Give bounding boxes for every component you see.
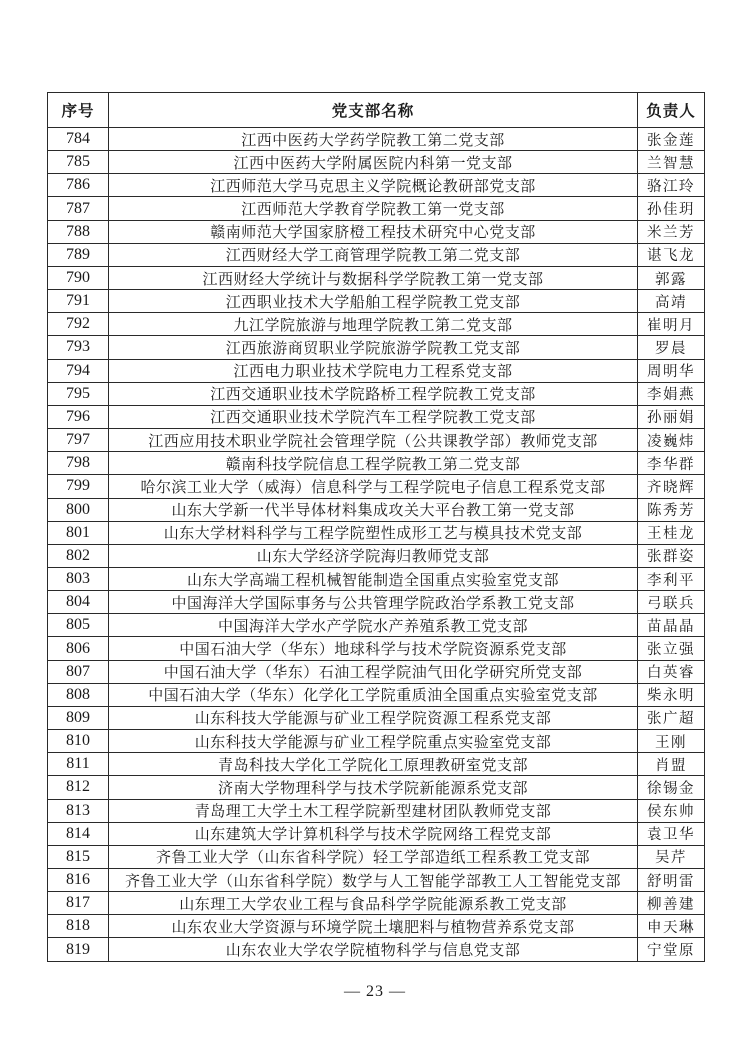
serial-number-cell: 802 <box>48 544 109 567</box>
table-row <box>48 452 705 475</box>
branch-name-cell: 中国石油大学（华东）石油工程学院油气田化学研究所党支部 <box>109 660 638 683</box>
table-header-row <box>48 93 705 128</box>
column-header-branch-name: 党支部名称 <box>109 93 638 128</box>
serial-number-cell: 813 <box>48 799 109 822</box>
person-name-cell: 李华群 <box>638 452 705 475</box>
person-name-cell: 王桂龙 <box>638 521 705 544</box>
serial-number-cell: 805 <box>48 614 109 637</box>
person-name-cell: 弓联兵 <box>638 591 705 614</box>
serial-number-cell: 792 <box>48 313 109 336</box>
person-name-cell: 张立强 <box>638 637 705 660</box>
person-name-cell: 张广超 <box>638 706 705 729</box>
table-row <box>48 683 705 706</box>
branch-name-cell: 山东大学新一代半导体材料集成攻关大平台教工第一党支部 <box>109 498 638 521</box>
branch-name-cell: 山东理工大学农业工程与食品科学学院能源系教工党支部 <box>109 892 638 915</box>
serial-number-cell: 803 <box>48 567 109 590</box>
table-row <box>48 313 705 336</box>
table-row <box>48 822 705 845</box>
person-name-cell: 王刚 <box>638 730 705 753</box>
table-row <box>48 544 705 567</box>
table-row <box>48 706 705 729</box>
person-name-cell: 李利平 <box>638 567 705 590</box>
person-name-cell: 宁堂原 <box>638 938 705 962</box>
person-name-cell: 孙佳玥 <box>638 197 705 220</box>
table-row <box>48 521 705 544</box>
branch-name-cell: 江西中医药大学药学院教工第二党支部 <box>109 128 638 151</box>
table-row <box>48 475 705 498</box>
serial-number-cell: 812 <box>48 776 109 799</box>
branch-name-cell: 山东建筑大学计算机科学与技术学院网络工程党支部 <box>109 822 638 845</box>
branch-name-cell: 哈尔滨工业大学（威海）信息科学与工程学院电子信息工程系党支部 <box>109 475 638 498</box>
table-row <box>48 753 705 776</box>
serial-number-cell: 815 <box>48 845 109 868</box>
table-row <box>48 498 705 521</box>
branch-name-cell: 山东科技大学能源与矿业工程学院资源工程系党支部 <box>109 706 638 729</box>
person-name-cell: 肖盟 <box>638 753 705 776</box>
serial-number-cell: 807 <box>48 660 109 683</box>
person-name-cell: 米兰芳 <box>638 220 705 243</box>
branch-name-cell: 中国海洋大学国际事务与公共管理学院政治学系教工党支部 <box>109 591 638 614</box>
person-name-cell: 孙丽娟 <box>638 405 705 428</box>
table-header <box>48 93 705 128</box>
branch-name-cell: 济南大学物理科学与技术学院新能源系党支部 <box>109 776 638 799</box>
table-row <box>48 892 705 915</box>
person-name-cell: 凌巍炜 <box>638 429 705 452</box>
person-name-cell: 崔明月 <box>638 313 705 336</box>
serial-number-cell: 808 <box>48 683 109 706</box>
serial-number-cell: 797 <box>48 429 109 452</box>
branch-name-cell: 齐鲁工业大学（山东省科学院）轻工学部造纸工程系教工党支部 <box>109 845 638 868</box>
branch-name-cell: 山东农业大学资源与环境学院土壤肥料与植物营养系党支部 <box>109 915 638 938</box>
table-body <box>48 128 705 962</box>
person-name-cell: 高靖 <box>638 290 705 313</box>
serial-number-cell: 816 <box>48 869 109 892</box>
branch-name-cell: 山东科技大学能源与矿业工程学院重点实验室党支部 <box>109 730 638 753</box>
serial-number-cell: 811 <box>48 753 109 776</box>
branch-name-cell: 赣南师范大学国家脐橙工程技术研究中心党支部 <box>109 220 638 243</box>
branch-name-cell: 山东大学高端工程机械智能制造全国重点实验室党支部 <box>109 567 638 590</box>
serial-number-cell: 801 <box>48 521 109 544</box>
branch-name-cell: 江西电力职业技术学院电力工程系党支部 <box>109 359 638 382</box>
person-name-cell: 郭露 <box>638 266 705 289</box>
branch-name-cell: 山东农业大学农学院植物科学与信息党支部 <box>109 938 638 962</box>
serial-number-cell: 790 <box>48 266 109 289</box>
serial-number-cell: 806 <box>48 637 109 660</box>
branch-name-cell: 江西交通职业技术学院汽车工程学院教工党支部 <box>109 405 638 428</box>
person-name-cell: 张金莲 <box>638 128 705 151</box>
branch-name-cell: 山东大学材料科学与工程学院塑性成形工艺与模具技术党支部 <box>109 521 638 544</box>
table-row <box>48 915 705 938</box>
serial-number-cell: 800 <box>48 498 109 521</box>
branch-name-cell: 江西财经大学工商管理学院教工第二党支部 <box>109 243 638 266</box>
serial-number-cell: 794 <box>48 359 109 382</box>
table-row <box>48 637 705 660</box>
person-name-cell: 申天琳 <box>638 915 705 938</box>
table-row <box>48 660 705 683</box>
page-number: — 23 — <box>344 983 406 1000</box>
table-row <box>48 799 705 822</box>
serial-number-cell: 818 <box>48 915 109 938</box>
serial-number-cell: 795 <box>48 382 109 405</box>
serial-number-cell: 799 <box>48 475 109 498</box>
branch-name-cell: 江西师范大学教育学院教工第一党支部 <box>109 197 638 220</box>
serial-number-cell: 786 <box>48 174 109 197</box>
person-name-cell: 徐锡金 <box>638 776 705 799</box>
branch-name-cell: 江西职业技术大学船舶工程学院教工党支部 <box>109 290 638 313</box>
branch-name-cell: 山东大学经济学院海归教师党支部 <box>109 544 638 567</box>
table-row <box>48 382 705 405</box>
person-name-cell: 柳善建 <box>638 892 705 915</box>
serial-number-cell: 796 <box>48 405 109 428</box>
person-name-cell: 谌飞龙 <box>638 243 705 266</box>
person-name-cell: 苗晶晶 <box>638 614 705 637</box>
table-row <box>48 243 705 266</box>
person-name-cell: 舒明雷 <box>638 869 705 892</box>
serial-number-cell: 810 <box>48 730 109 753</box>
table-row <box>48 845 705 868</box>
party-branch-table <box>47 92 705 962</box>
serial-number-cell: 817 <box>48 892 109 915</box>
person-name-cell: 侯东帅 <box>638 799 705 822</box>
person-name-cell: 罗晨 <box>638 336 705 359</box>
branch-name-cell: 江西旅游商贸职业学院旅游学院教工党支部 <box>109 336 638 359</box>
table-row <box>48 197 705 220</box>
column-header-person: 负责人 <box>638 93 705 128</box>
serial-number-cell: 791 <box>48 290 109 313</box>
serial-number-cell: 787 <box>48 197 109 220</box>
person-name-cell: 白英睿 <box>638 660 705 683</box>
person-name-cell: 袁卫华 <box>638 822 705 845</box>
table-row <box>48 776 705 799</box>
column-header-serial: 序号 <box>48 93 109 128</box>
branch-name-cell: 中国海洋大学水产学院水产养殖系教工党支部 <box>109 614 638 637</box>
serial-number-cell: 789 <box>48 243 109 266</box>
branch-name-cell: 江西中医药大学附属医院内科第一党支部 <box>109 151 638 174</box>
table-row <box>48 429 705 452</box>
branch-name-cell: 江西应用技术职业学院社会管理学院（公共课教学部）教师党支部 <box>109 429 638 452</box>
serial-number-cell: 814 <box>48 822 109 845</box>
branch-name-cell: 青岛理工大学土木工程学院新型建材团队教师党支部 <box>109 799 638 822</box>
branch-name-cell: 江西财经大学统计与数据科学学院教工第一党支部 <box>109 266 638 289</box>
table-row <box>48 614 705 637</box>
branch-name-cell: 中国石油大学（华东）地球科学与技术学院资源系党支部 <box>109 637 638 660</box>
serial-number-cell: 793 <box>48 336 109 359</box>
person-name-cell: 柴永明 <box>638 683 705 706</box>
table-row <box>48 290 705 313</box>
table-row <box>48 869 705 892</box>
table-row <box>48 567 705 590</box>
person-name-cell: 兰智慧 <box>638 151 705 174</box>
table-row <box>48 220 705 243</box>
person-name-cell: 骆江玲 <box>638 174 705 197</box>
serial-number-cell: 784 <box>48 128 109 151</box>
person-name-cell: 张群姿 <box>638 544 705 567</box>
branch-name-cell: 赣南科技学院信息工程学院教工第二党支部 <box>109 452 638 475</box>
table-row <box>48 938 705 962</box>
table-row <box>48 359 705 382</box>
person-name-cell: 陈秀芳 <box>638 498 705 521</box>
person-name-cell: 周明华 <box>638 359 705 382</box>
table-row <box>48 405 705 428</box>
branch-name-cell: 江西交通职业技术学院路桥工程学院教工党支部 <box>109 382 638 405</box>
serial-number-cell: 788 <box>48 220 109 243</box>
table-row <box>48 730 705 753</box>
person-name-cell: 李娟燕 <box>638 382 705 405</box>
serial-number-cell: 809 <box>48 706 109 729</box>
serial-number-cell: 785 <box>48 151 109 174</box>
branch-name-cell: 青岛科技大学化工学院化工原理教研室党支部 <box>109 753 638 776</box>
serial-number-cell: 804 <box>48 591 109 614</box>
person-name-cell: 齐晓辉 <box>638 475 705 498</box>
table-row <box>48 174 705 197</box>
table-row <box>48 128 705 151</box>
serial-number-cell: 819 <box>48 938 109 962</box>
table-row <box>48 336 705 359</box>
table-row <box>48 591 705 614</box>
branch-name-cell: 中国石油大学（华东）化学化工学院重质油全国重点实验室党支部 <box>109 683 638 706</box>
branch-name-cell: 江西师范大学马克思主义学院概论教研部党支部 <box>109 174 638 197</box>
table-row <box>48 266 705 289</box>
branch-name-cell: 九江学院旅游与地理学院教工第二党支部 <box>109 313 638 336</box>
table-row <box>48 151 705 174</box>
person-name-cell: 吴芹 <box>638 845 705 868</box>
serial-number-cell: 798 <box>48 452 109 475</box>
branch-name-cell: 齐鲁工业大学（山东省科学院）数学与人工智能学部教工人工智能党支部 <box>109 869 638 892</box>
